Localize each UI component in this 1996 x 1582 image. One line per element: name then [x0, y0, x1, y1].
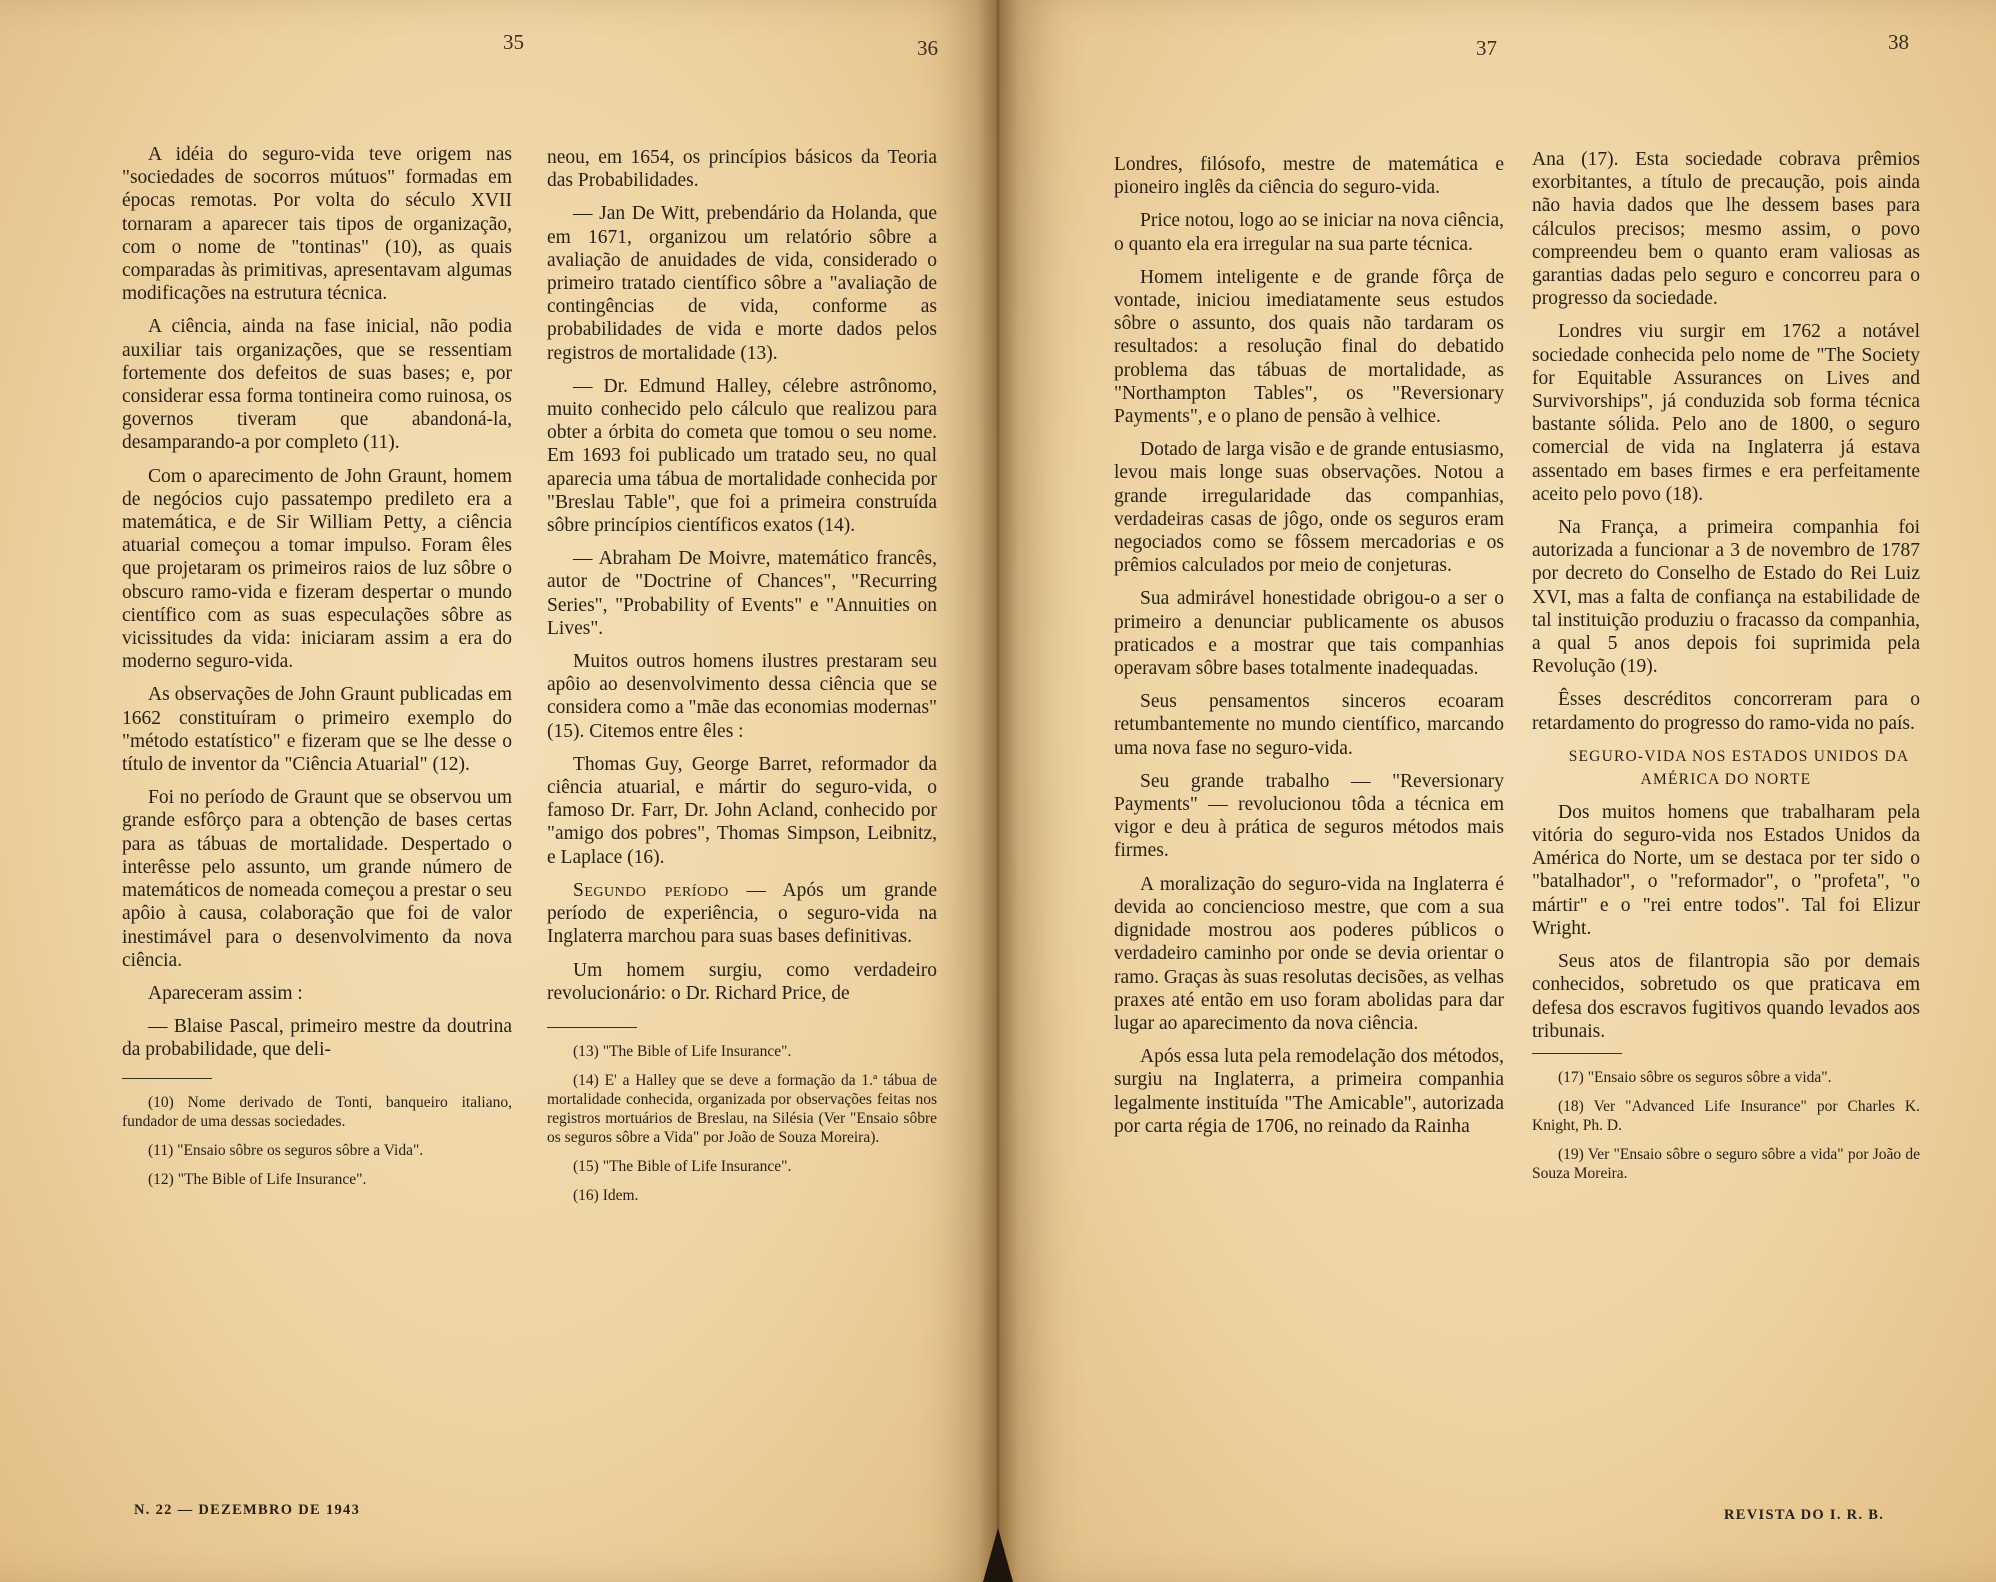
paragraph: Londres viu surgir em 1762 a notável sociedade conhecida pelo nome de "The Society for Equitable Assurances on Lives and Survivorships", já conduzida sob forma técnica bastante sólida. Pelo ano de 1800, o seguro comercial de vida na Inglaterra já estava assentado em bases firmes e era perfeitamente aceito pelo povo (18).: [1532, 321, 1920, 505]
period-label: Segundo período: [573, 879, 729, 901]
footnote: (17) "Ensaio sôbre os seguros sôbre a vida".: [1558, 1068, 1832, 1086]
paragraph: Homem inteligente e de grande fôrça de vontade, iniciou imediatamente seus estudos sôbre o assunto, dos quais não tardaram os resultados: a resolução final do debatido problema das tábuas de mortalidade, as "Northampton Tables", os "Reversionary Payments", e o plano de pensão à velhice.: [1114, 266, 1504, 428]
paragraph: Êsses descréditos concorreram para o retardamento do progresso do ramo-vida no país.: [1532, 689, 1920, 734]
paragraph: Dos muitos homens que trabalharam pela vitória do seguro-vida nos Estados Unidos da América do Norte, um se destaca por ter sido o "batalhador", o "reformador", o "profeta", "o mártir" e o "rei entre todos". Tal foi Elizur Wright.: [1532, 801, 1920, 939]
footer-journal: REVISTA DO I. R. B.: [1724, 1507, 1885, 1523]
page-number-35: 35: [503, 30, 524, 54]
gutter-shadow: [978, 0, 1018, 1582]
paragraph: Seus atos de filantropia são por demais conhecidos, sobretudo os que praticava em defesa dos escravos fugitivos quando levados aos tribunais.: [1532, 951, 1920, 1042]
paragraph: Apareceram assim :: [148, 982, 303, 1004]
period-text: — Após um grande período de experiência, o seguro-vida na Inglaterra marchou para suas bases definitivas.: [547, 879, 937, 948]
paragraph: Price notou, logo ao se iniciar na nova ciência, o quanto ela era irregular na sua parte técnica.: [1114, 210, 1504, 255]
paragraph: A moralização do seguro-vida na Inglaterra é devida ao conciencioso mestre, que com a sua dignidade mostrou aos poderes públicos o verdadeiro caminho por onde se devia orientar o ramo. Graças às suas resolutas decisões, as velhas praxes até então em uso foram abolidas para dar lugar ao aparecimento da nova ciência.: [1114, 873, 1504, 1034]
paragraph: — Blaise Pascal, primeiro mestre da doutrina da probabilidade, que deli-: [122, 1016, 512, 1061]
paragraph-segundo-periodo: [547, 879, 937, 949]
footer-issue: N. 22 — DEZEMBRO DE 1943: [134, 1502, 361, 1518]
paragraph: — Abraham De Moivre, matemático francês, autor de "Doctrine of Chances", "Recurring Series", "Probability of Events" e "Annuities on Lives".: [547, 548, 937, 639]
paragraph: Um homem surgiu, como verdadeiro revolucionário: o Dr. Richard Price, de: [547, 959, 937, 1004]
right-leaf: [998, 0, 1996, 1582]
footnote: (15) "The Bible of Life Insurance".: [573, 1157, 792, 1175]
column-page-37: [1114, 153, 1504, 1148]
paragraph: — Dr. Edmund Halley, célebre astrônomo, muito conhecido pelo cálculo que realizou para obter a órbita do cometa que tomou o seu nome. Em 1693 foi publicado um tratado seu, no qual aparecia uma tábua de mortalidade conhecida por "Breslau Table", que foi a primeira construída sôbre princípios científicos exatos (14).: [547, 375, 937, 537]
paragraph: Foi no período de Graunt que se observou um grande esfôrço para a obtenção de bases certas para as tábuas de mortalidade. Despertado o interêsse pelo assunto, um grande número de matemáticos de nomeada começou a prestar o seu apôio à causa, colaboração que foi de valor inestimável para o desenvolvimento da nova ciência.: [122, 787, 512, 971]
column-page-35: [122, 143, 512, 1199]
footnote: (19) Ver "Ensaio sôbre o seguro sôbre a vida" por João de Souza Moreira.: [1532, 1145, 1920, 1182]
section-heading: SEGURO-VIDA NOS ESTADOS UNIDOS DA AMÉRICA DO NORTE: [1568, 747, 1910, 788]
footnote: (18) Ver "Advanced Life Insurance" por Charles K. Knight, Ph. D.: [1532, 1097, 1920, 1134]
paragraph: neou, em 1654, os princípios básicos da Teoria das Probabilidades.: [547, 147, 937, 192]
paragraph: Na França, a primeira companhia foi autorizada a funcionar a 3 de novembro de 1787 por decreto do Conselho de Estado do Rei Luiz XVI, mas a falta de confiança na estabilidade de tal instituição produziu o fracasso da companhia, a qual 5 anos depois foi suprimida pela Revolução (19).: [1532, 517, 1920, 678]
paragraph: Thomas Guy, George Barret, reformador da ciência atuarial, e mártir do seguro-vida, o famoso Dr. Farr, Dr. John Acland, conhecido por "amigo dos pobres", Thomas Simpson, Leibnitz, e Laplace (16).: [547, 753, 937, 868]
paragraph: Seu grande trabalho — "Reversionary Payments" — revolucionou tôda a técnica em vigor e deu à prática de seguros métodos mais firmes.: [1114, 770, 1504, 862]
paragraph: Com o aparecimento de John Graunt, homem de negócios cujo passatempo predileto era a matemática, e de Sir William Petty, a ciência atuarial começou a tomar impulso. Foram êles que projetaram os primeiros raios de luz sôbre o obscuro ramo-vida e fizeram despertar o mundo científico com as suas especulações sôbre as vicissitudes da vida: iniciaram assim a era do moderno seguro-vida.: [122, 465, 512, 673]
footnote: (10) Nome derivado de Tonti, banqueiro italiano, fundador de uma dessas sociedades.: [122, 1093, 512, 1130]
paragraph: Após essa luta pela remodelação dos métodos, surgiu na Inglaterra, a primeira companhia legalmente instituída "The Amicable", autorizada por carta régia de 1706, no reinado da Rainha: [1114, 1046, 1504, 1137]
footnote: (13) "The Bible of Life Insurance".: [573, 1042, 792, 1060]
paragraph: Londres, filósofo, mestre de matemática e pioneiro inglês da ciência do seguro-vida.: [1114, 154, 1504, 199]
footnote: (11) "Ensaio sôbre os seguros sôbre a Vida".: [148, 1141, 424, 1159]
footnote-rule: [122, 1078, 212, 1079]
paragraph: Dotado de larga visão e de grande entusiasmo, levou mais longe suas observações. Notou a grande irregularidade das companhias, verdadeiras casas de jôgo, onde os seguros eram negociados como se fôssem mercadorias e os prêmios calculados por meio de conjeturas.: [1114, 439, 1504, 577]
paragraph: As observações de John Graunt publicadas em 1662 constituíram o primeiro exemplo do "método estatístico" e fizeram que se lhe desse o título de inventor da "Ciência Atuarial" (12).: [122, 684, 512, 776]
column-page-38: [1532, 148, 1920, 1193]
footnote: (12) "The Bible of Life Insurance".: [148, 1170, 367, 1188]
paragraph: A idéia do seguro-vida teve origem nas "sociedades de socorros mútuos" formadas em épocas remotas. Por volta do século XVII tornaram a aparecer tais tipos de organização, com o nome de "tontinas" (10), as quais comparadas às primitivas, apresentavam algumas modificações na estrutura técnica.: [122, 144, 512, 305]
paragraph: A ciência, ainda na fase inicial, não podia auxiliar tais organizações, que se ressentiam fortemente dos defeitos de suas bases; e, por considerar essa forma tontineira como ruinosa, os governos tiveram que abandoná-la, desamparando-a por completo (11).: [122, 316, 512, 454]
footnote-rule: [547, 1027, 637, 1028]
footnote: (14) E' a Halley que se deve a formação da 1.ª tábua de mortalidade conhecida, organizada por observações feitas nos registros mortuários de Breslau, na Silésia (Ver "Ensaio sôbre os seguros sôbre a Vida" por João de Souza Moreira).: [547, 1071, 937, 1146]
page-number-38: 38: [1888, 30, 1909, 54]
paragraph: Ana (17). Esta sociedade cobrava prêmios exorbitantes, a título de precaução, pois ainda não havia dados que lhe dessem bases para cálculos precisos; mesmo assim, o povo compreendeu bem o quanto eram valiosas as garantias dadas pelo seguro e concorreu para o progresso da sociedade.: [1532, 149, 1920, 310]
paragraph: — Jan De Witt, prebendário da Holanda, que em 1671, organizou um relatório sôbre a avaliação de anuidades de vida, considerado o primeiro tratado científico sôbre a "avaliação de contingências de vida, conforme as probabilidades de vida e morte dados pelos registros de mortalidade (13).: [547, 203, 937, 364]
footnote-rule: [1532, 1053, 1622, 1054]
page-number-36: 36: [917, 36, 938, 60]
footnote: (16) Idem.: [573, 1186, 639, 1204]
page-number-37: 37: [1476, 36, 1497, 60]
paragraph: Seus pensamentos sinceros ecoaram retumbantemente no mundo científico, marcando uma nova fase no seguro-vida.: [1114, 691, 1504, 759]
paragraph: Sua admirável honestidade obrigou-o a ser o primeiro a denunciar publicamente os abusos praticados e a mostrar que tais companhias operavam sôbre bases totalmente inadequadas.: [1114, 588, 1504, 680]
column-page-36: [547, 146, 937, 1215]
paragraph: Muitos outros homens ilustres prestaram seu apôio ao desenvolvimento dessa ciência que se considera como a "mãe das economias modernas" (15). Citemos entre êles :: [547, 651, 937, 742]
